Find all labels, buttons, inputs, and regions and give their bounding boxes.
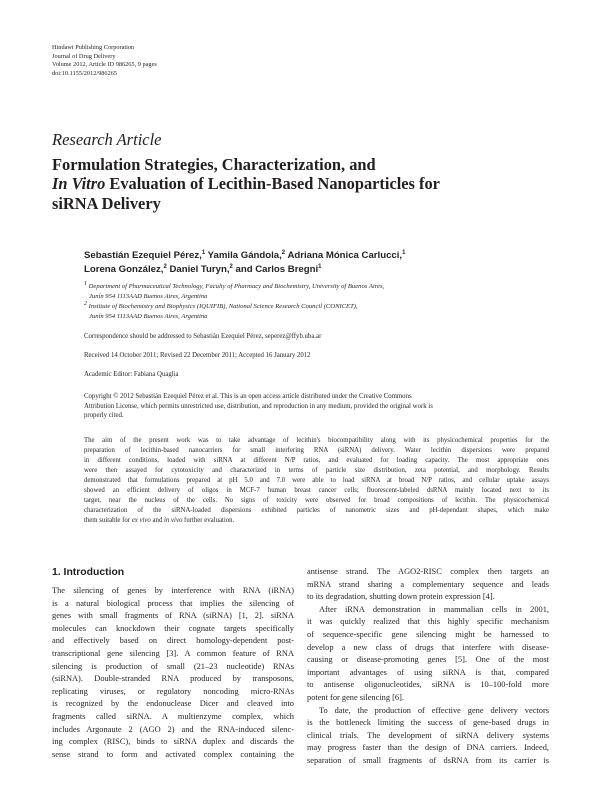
body-line: includes Argonaute 2 (AGO 2) and the RNA-induced silenc- (52, 724, 294, 734)
copyright-notice (84, 392, 549, 421)
body-line: ing complex (RISC), binds to siRNA duplex and discards the (52, 737, 294, 747)
author-name: Sebastián Ezequiel Pérez, (84, 250, 202, 261)
body-line: of sequence-specific gene silencing might be harnessed to (307, 629, 549, 639)
abstract-line: characterization of the siRNA-loaded dispersions exhibited particles of nanometric sizes and pH-dependant shapes, which make (84, 506, 549, 514)
body-line: replicating viruses, or regulatory noncoding micro-RNAs (52, 686, 294, 696)
volume-info: Volume 2012, Article ID 986265, 9 pages (52, 61, 157, 69)
body-line: silencing is production of small (21–23 nucleotide) RNAs (52, 661, 294, 671)
section-heading: 1. Introduction (52, 567, 125, 578)
author-name: Daniel Turyn, (166, 263, 230, 275)
copyright-line: Attribution License, which permits unrestricted use, distribution, and reproduction in any medium, provided the original work is (84, 402, 433, 410)
body-line: clinical trials. The development of siRNA delivery systems (307, 730, 549, 740)
body-line: The silencing of genes by interference with RNA (iRNA) (52, 586, 294, 595)
affiliations (84, 282, 384, 322)
body-line: After iRNA demonstration in mammalian cells in 2001, (319, 604, 549, 614)
affiliation-marker: 2 (229, 263, 233, 270)
affiliation-marker: 1 (402, 249, 406, 256)
title-line-2-rest: Evaluation of Lecithin-Based Nanoparticles for (105, 174, 440, 194)
publisher-name: Hindawi Publishing Corporation (52, 44, 135, 51)
abstract-text: them suitable for (84, 516, 132, 524)
article-title (52, 155, 492, 213)
body-line: potent for gene silencing [6]. (307, 692, 404, 702)
body-column-right (307, 566, 549, 768)
body-line: important advantages of using siRNA is that, compared (307, 667, 549, 677)
affiliation-1 (84, 282, 384, 292)
abstract-line: showed an efficient delivery of oligos in MCF-7 human breast cancer cells; fluorescent-labeled dsRNA mainly located next to its (84, 486, 549, 494)
abstract-line: demonstrated that formulations prepared at pH 5.0 and 7.0 were able to load siRNA at broad N/P ratios, and cellular uptake assays (84, 476, 549, 484)
body-line: transcriptional gene silencing [3]. A common feature of RNA (52, 648, 294, 658)
affiliation-text: Institute of Biochemistry and Biophysics (IQUIFIB), National Science Research Council (CONICET), (87, 303, 358, 310)
abstract-italic: in vivo (164, 516, 183, 524)
title-line-2 (52, 174, 492, 193)
abstract-line: The aim of the present work was to take advantage of lecithin's biocompatibility along with its physicochemical properties for the (84, 437, 549, 444)
body-line: fragments called siRNA. A multienzyme complex, which (52, 711, 294, 721)
abstract-line: preparation of lecithin-based nanocarriers for small interfering RNA (siRNA) delivery. Water lecithin dispersions were prepared (84, 446, 549, 454)
body-line: to its degradation, shutting down protein expression [4]. (307, 592, 495, 602)
body-line: molecules can knockdown their cognate targets specifically (52, 623, 294, 633)
body-line: genes with small fragments of RNA (siRNA) [1, 2]. siRNA (52, 611, 294, 621)
affiliation-text: Department of Pharmaceutical Technology, Faculty of Pharmacy and Biochemistry, University of Buenos Aires, (87, 283, 385, 290)
body-line: to antisense oligonucleotides, siRNA is 10–100-fold more (307, 680, 549, 690)
body-line: develop a new class of drugs that interfere with disease- (307, 642, 549, 652)
article-type: Research Article (52, 130, 162, 149)
author-list (84, 249, 544, 276)
title-line-1: Formulation Strategies, Characterization, and (52, 155, 376, 174)
affiliation-marker: 2 (163, 263, 167, 270)
author-name: Yamila Gándola, (205, 250, 282, 261)
author-line-1 (84, 249, 544, 263)
body-column-left (52, 566, 294, 761)
doi: doi:10.1155/2012/986265 (52, 69, 118, 77)
body-line: may progress faster than the design of DNA carriers. Indeed, (307, 743, 549, 753)
title-in-vitro: In Vitro (52, 174, 106, 194)
affiliation-number: 2 (84, 300, 87, 307)
abstract-line: were then assayed for cytotoxicity and characterized in terms of particle size distribution, zeta potential, and morphology. Results (84, 466, 549, 474)
body-line: it was quickly realized that this highly specific mechanism (307, 617, 549, 627)
affiliation-2 (84, 302, 384, 312)
abstract (84, 436, 549, 526)
article-dates: Received 14 October 2011; Revised 22 December 2011; Accepted 16 January 2012 (84, 352, 311, 359)
copyright-line: Copyright © 2012 Sebastián Ezequiel Pérez et al. This is an open access article distributed under the Creative Commons (84, 393, 412, 400)
affiliation-1-address: Junín 954 1113AAD Buenos Aires, Argentina (89, 293, 208, 300)
body-line: is a natural biological process that implies the silencing of (52, 598, 294, 608)
body-line: antisense strand. The AGO2-RISC complex then targets an (307, 567, 549, 576)
author-name: and Carlos Bregni (232, 263, 319, 275)
author-line-2 (84, 263, 544, 277)
author-name: Adriana Mónica Carlucci, (285, 250, 403, 261)
body-line: is recognized by the endonuclease Dicer and cleaved into (52, 699, 294, 709)
abstract-line: in different conditions, loaded with siRNA at different N/P ratios, and evaluated for loading capacity. The most appropriate ones (84, 456, 549, 464)
affiliation-marker: 1 (318, 263, 322, 270)
body-line: separation of small fragments of dsRNA from its carrier is (307, 755, 549, 765)
abstract-line: target, near the nucleus of the cells. No signs of toxicity were observed for broad compositions of lecithin. The physicochemical (84, 496, 549, 504)
body-line: mRNA strand sharing a complementary sequence and leads (307, 579, 549, 589)
journal-masthead (52, 44, 157, 78)
copyright-line: properly cited. (84, 412, 124, 420)
affiliation-2-address: Junín 954 1113AAD Buenos Aires, Argentina (89, 313, 208, 320)
body-line: is the bottleneck limiting the success of gene-based drugs in (307, 718, 549, 728)
affiliation-marker: 1 (201, 249, 206, 256)
abstract-text: further evaluation. (182, 516, 235, 524)
abstract-text: and (150, 516, 165, 524)
journal-name: Journal of Drug Delivery (52, 52, 116, 60)
affiliation-marker: 2 (281, 249, 286, 256)
abstract-italic: ex vivo (131, 516, 151, 524)
body-line: To date, the production of effective gene delivery vectors (319, 705, 549, 715)
author-name: Lorena González, (84, 263, 164, 275)
body-line: causing or disease-promoting genes [5]. One of the most (307, 655, 549, 665)
abstract-line (84, 516, 549, 526)
body-line: sense strand to form and activated complex containing the (52, 749, 294, 759)
academic-editor: Academic Editor: Fabiana Quaglia (84, 371, 179, 378)
title-line-3: siRNA Delivery (52, 193, 161, 213)
correspondence: Correspondence should be addressed to Sebastián Ezequiel Pérez, seperez@ffyb.uba.ar (84, 333, 322, 340)
body-line: (siRNA). Double-stranded RNA produced by transposons, (52, 674, 294, 684)
body-line: and effectively based on direct homology-dependent post- (52, 636, 294, 646)
affiliation-number: 1 (84, 280, 87, 287)
